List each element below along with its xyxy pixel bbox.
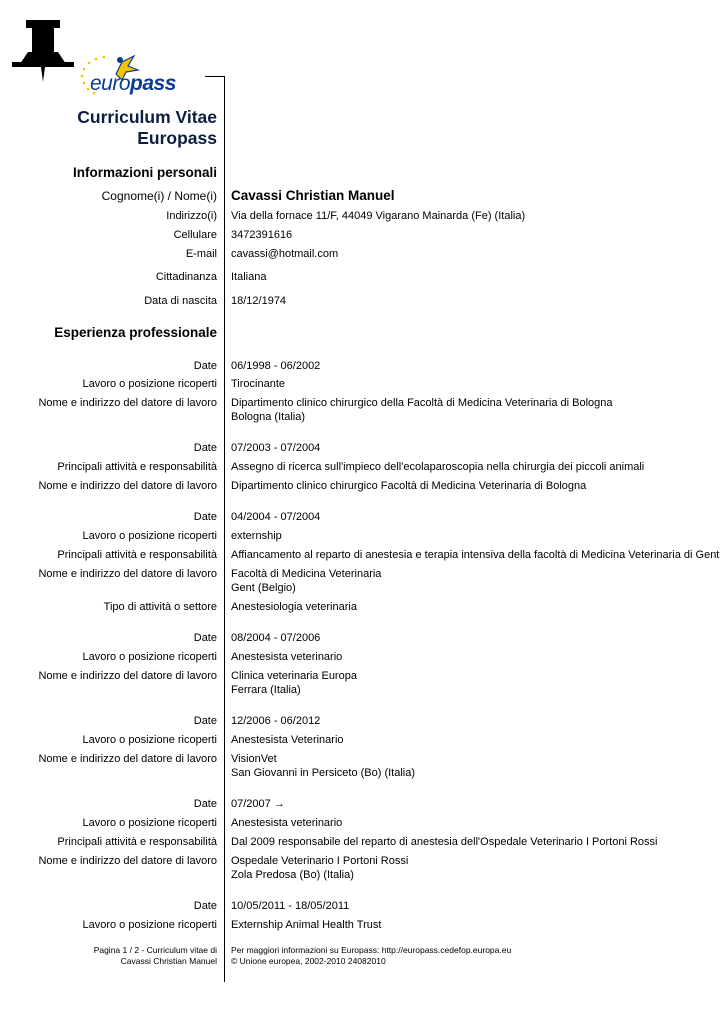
experience-label: Tipo di attività o settore xyxy=(103,601,217,613)
experience-value: VisionVet xyxy=(231,753,277,765)
experience-value: Assegno di ricerca sull'impieco dell'ecolaparoscopia nella chirurgia dei piccoli animali xyxy=(231,461,645,473)
experience-value: Anestesista Veterinario xyxy=(231,734,344,746)
experience-label: Date xyxy=(193,798,217,810)
section-experience-heading: Esperienza professionale xyxy=(54,325,217,340)
experience-label: Date xyxy=(193,900,217,912)
address-value: Via della fornace 11/F, 44049 Vigarano Mainarda (Fe) (Italia) xyxy=(231,210,526,222)
experience-value: Affiancamento al reparto di anestesia e terapia intensiva della facoltà di Medicina Veterinaria di Gent xyxy=(231,549,720,561)
experience-label: Date xyxy=(193,632,217,644)
experience-value: Tirocinante xyxy=(231,378,286,390)
email-value: cavassi@hotmail.com xyxy=(231,248,339,260)
footer-divider xyxy=(224,942,225,982)
experience-value: 12/2006 - 06/2012 xyxy=(231,715,321,727)
email-label: E-mail xyxy=(185,248,217,260)
experience-value: Facoltà di Medicina Veterinaria xyxy=(231,568,382,580)
experience-value: Bologna (Italia) xyxy=(231,411,305,423)
experience-value: 07/2007 → xyxy=(231,798,285,810)
mobile-label: Cellulare xyxy=(173,229,217,241)
document-title: Curriculum Vitae Europass xyxy=(77,107,217,148)
experience-value: San Giovanni in Persiceto (Bo) (Italia) xyxy=(231,767,416,779)
experience-label: Nome e indirizzo del datore di lavoro xyxy=(38,397,217,409)
europass-wordmark: europass xyxy=(90,72,176,95)
experience-value: Dipartimento clinico chirurgico Facoltà di Medicina Veterinaria di Bologna xyxy=(231,480,587,492)
full-name: Cavassi Christian Manuel xyxy=(231,188,395,203)
header-rule xyxy=(205,76,225,77)
experience-label: Nome e indirizzo del datore di lavoro xyxy=(38,753,217,765)
citizenship-value: Italiana xyxy=(231,271,267,283)
experience-value: 06/1998 - 06/2002 xyxy=(231,360,321,372)
experience-value: Dipartimento clinico chirurgico della Facoltà di Medicina Veterinaria di Bologna xyxy=(231,397,613,409)
experience-value: Dal 2009 responsabile del reparto di anestesia dell'Ospedale Veterinario I Portoni Rossi xyxy=(231,836,658,848)
experience-label: Lavoro o posizione ricoperti xyxy=(82,651,217,663)
mobile-value: 3472391616 xyxy=(231,229,293,241)
experience-label: Principali attività e responsabilità xyxy=(57,836,217,848)
experience-value: 10/05/2011 - 18/05/2011 xyxy=(231,900,350,912)
address-label: Indirizzo(i) xyxy=(166,210,217,222)
experience-label: Nome e indirizzo del datore di lavoro xyxy=(38,855,217,867)
experience-label: Date xyxy=(193,715,217,727)
experience-label: Lavoro o posizione ricoperti xyxy=(82,734,217,746)
footer-page-info: Pagina 1 / 2 - Curriculum vitae di Cavassi Christian Manuel xyxy=(93,945,217,966)
experience-label: Lavoro o posizione ricoperti xyxy=(82,919,217,931)
experience-label: Principali attività e responsabilità xyxy=(57,549,217,561)
citizenship-label: Cittadinanza xyxy=(155,271,217,283)
experience-label: Date xyxy=(193,511,217,523)
experience-value: Externship Animal Health Trust xyxy=(231,919,382,931)
section-personal-heading: Informazioni personali xyxy=(72,165,217,180)
experience-value: Anestesista veterinario xyxy=(231,817,343,829)
experience-value: 08/2004 - 07/2006 xyxy=(231,632,321,644)
experience-label: Nome e indirizzo del datore di lavoro xyxy=(38,480,217,492)
name-label: Cognome(i) / Nome(i) xyxy=(101,189,217,203)
birth-value: 18/12/1974 xyxy=(231,295,287,307)
experience-value: Gent (Belgio) xyxy=(231,582,296,594)
experience-label: Date xyxy=(193,360,217,372)
experience-value: 04/2004 - 07/2004 xyxy=(231,511,321,523)
experience-value: Clinica veterinaria Europa xyxy=(231,670,357,682)
experience-label: Lavoro o posizione ricoperti xyxy=(82,530,217,542)
experience-label: Nome e indirizzo del datore di lavoro xyxy=(38,670,217,682)
experience-value: Ferrara (Italia) xyxy=(231,684,301,696)
experience-value: Zola Predosa (Bo) (Italia) xyxy=(231,869,354,881)
experience-label: Lavoro o posizione ricoperti xyxy=(82,817,217,829)
footer-europass-info: Per maggiori informazioni su Europass: http://europass.cedefop.europa.eu © Unione europea, 2002-2010 24082010 xyxy=(231,945,512,966)
experience-value: externship xyxy=(231,530,282,542)
experience-value: Ospedale Veterinario I Portoni Rossi xyxy=(231,855,409,867)
experience-label: Lavoro o posizione ricoperti xyxy=(82,378,217,390)
experience-value: Anestesista veterinario xyxy=(231,651,343,663)
column-divider xyxy=(224,76,225,952)
birth-label: Data di nascita xyxy=(144,295,217,307)
experience-value: 07/2003 - 07/2004 xyxy=(231,442,321,454)
experience-label: Nome e indirizzo del datore di lavoro xyxy=(38,568,217,580)
experience-value: Anestesiologia veterinaria xyxy=(231,601,357,613)
push-pin-icon xyxy=(12,18,74,82)
experience-label: Date xyxy=(193,442,217,454)
experience-label: Principali attività e responsabilità xyxy=(57,461,217,473)
europass-logo xyxy=(76,52,176,100)
